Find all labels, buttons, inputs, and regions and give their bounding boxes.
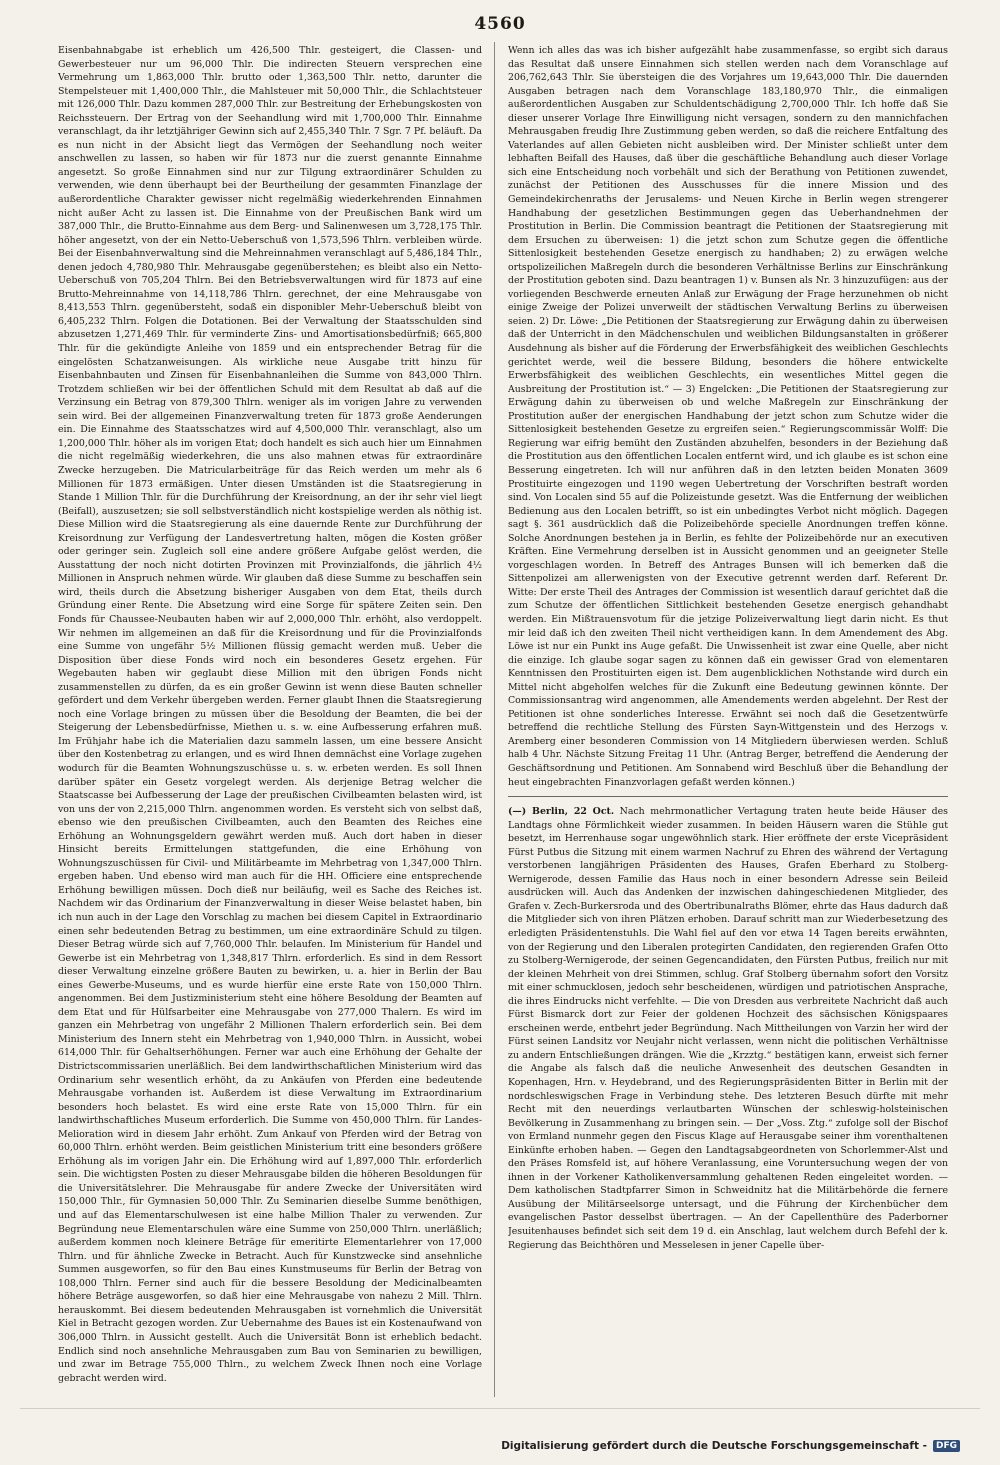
column-divider <box>494 42 495 1397</box>
left-column <box>58 44 482 1396</box>
parliament-report-text: Wenn ich alles das was ich bisher aufgezählt habe zusammenfasse, so ergibt sich daraus das Resultat daß unsere Einnahmen sich stellen werden nach dem Voranschlage auf 206,762,643 Thlr. Sie übersteigen die des Vorjahres um 19,643,000 Thlr. Die dauernden Ausgaben betragen nach dem Voranschlage 183,180,970 Thlr., die einmaligen außerordentlichen Ausgaben zur Schuldentschädigung 2,700,000 Thlr. Ich hoffe daß Sie dieser unserer Vorlage Ihre Einwilligung nicht versagen, sondern zu den mannichfachen Mehrausgaben freudig Ihre Zustimmung geben werden, so daß die reichere Entfaltung des Vaterlandes auf allen Gebieten nicht ausbleiben wird. Der Minister schließt unter dem lebhaften Beifall des Hauses, daß über die geschäftliche Behandlung auch dieser Vorlage sich eine Entscheidung noch vorbehält und sich der Berathung von Petitionen zuwendet, zunächst der Petitionen des Ausschusses für die innere Mission und des Gemeindekirchenraths der Jerusalems- und Neuen Kirche in Berlin wegen strengerer Handhabung der gesetzlichen Bestimmungen gegen das Ueberhandnehmen der Prostitution in Berlin. Die Commission beantragt die Petitionen der Staatsregierung mit dem Ersuchen zu überweisen: 1) die jetzt schon zum Schutze gegen die öffentliche Sittenlosigkeit bestehenden Gesetze energisch zu handhaben; 2) zu erwägen welche ortspolizeilichen Maßregeln durch die besonderen Verhältnisse Berlins zur Einschränkung der Prostitution geboten sind. Dazu beantragen 1) v. Bunsen als Nr. 3 hinzuzufügen: aus der vorliegenden Beschwerde erneuten Anlaß zur Erwägung der Frage herzunehmen ob nicht einige Zweige der Polizei unverweilt der städtischen Verwaltung Berlins zu überweisen seien. 2) Dr. Löwe: „Die Petitionen der Staatsregierung zur Erwägung dahin zu überweisen daß der Unterricht in den Mädchenschulen und weiblichen Bildungsanstalten in größerer Ausdehnung als bisher auf die Förderung der Erwerbsfähigkeit des weiblichen Geschlechts gerichtet werde, weil die bessere Bildung, besonders die höhere entwickelte Erwerbsfähigkeit des weiblichen Geschlechts, ein wesentliches Mittel gegen die Ausbreitung der Prostitution ist.“ — 3) Engelcken: „Die Petitionen der Staatsregierung zur Erwägung dahin zu überweisen ob und welche Maßregeln zur Einschränkung der Prostitution außer der energischen Handhabung der jetzt schon zum Schutze wider die Sittenlosigkeit bestehenden Gesetze zu ergreifen seien.“ Regierungscommissär Wolff: Die Regierung war eifrig bemüht den Zuständen abzuhelfen, besonders in der Beziehung daß die Prostitution aus den öffentlichen Localen entfernt wird, und ich glaube es ist schon eine Besserung eingetreten. Ich will nur anführen daß in den letzten beiden Monaten 3609 Prostituirte eingezogen und 1190 wegen Uebertretung der Vorschriften bestraft worden sind. Von Localen sind 55 auf die Polizeistunde gesetzt. Was die Entfernung der weiblichen Bedienung aus den Localen betrifft, so ist ein unbedingtes Verbot nicht möglich. Dagegen sagt §. 361 ausdrücklich daß die Polizeibehörde specielle Anordnungen treffen könne. Solche Anordnungen bestehen ja in Berlin, es fehlte der Polizeibehörde nur an executiven Kräften. Eine Vermehrung derselben ist in Aussicht genommen und an geeigneter Stelle vorgeschlagen worden. In Betreff des Antrages Bunsen will ich bemerken daß die Sittenpolizei am allerwenigsten von der Executive getrennt werden darf. Referent Dr. Witte: Der erste Theil des Antrages der Commission ist wesentlich darauf gerichtet daß die zum Schutze der öffentlichen Sittlichkeit bestehenden Gesetze energisch gehandhabt werden. Ein Mißtrauensvotum für die jetzige Polizeiverwaltung liegt darin nicht. Es thut mir leid daß ich den zweiten Theil nicht vertheidigen kann. In dem Amendement des Abg. Löwe ist nur ein Punkt ins Auge gefaßt. Die Unwissenheit ist zwar eine Quelle, aber nicht die einzige. Ich glaube sogar sagen zu können daß ein gewisser Grad von elementaren Kenntnissen den Prostituirten eigen ist. Dem augenblicklichen Nothstande wird durch ein Mittel nicht abgeholfen welches für die Zukunft eine Bedeutung gewinnen könnte. Der Commissionsantrag wird angenommen, alle Amendements werden abgelehnt. Der Rest der Petitionen ist ohne sonderliches Interesse. Erwähnt sei noch daß die Gesetzentwürfe betreffend die rechtliche Stellung des Fürsten Sayn-Wittgenstein und des Herzogs v. Aremberg einer besonderen Commission von 14 Mitgliedern überwiesen werden. Schluß halb 4 Uhr. Nächste Sitzung Freitag 11 Uhr. (Antrag Berger, betreffend die Aenderung der Geschäftsordnung und Petitionen. Am Sonnabend wird Beschluß über die Behandlung der heut eingebrachten Finanzvorlagen gefaßt werden können.) <box>508 45 948 788</box>
article-dateline: (—) Berlin, 22 Oct. <box>508 806 615 818</box>
footer <box>501 1440 960 1452</box>
page-number: 4560 <box>474 14 526 34</box>
left-column-text: Eisenbahnabgabe ist erheblich um 426,500 Thlr. gesteigert, die Classen- und Gewerbesteuer nur um 96,000 Thlr. Die indirecten Steuern versprechen eine Vermehrung um 1,863,000 Thlr. brutto oder 1,363,500 Thlr. netto, darunter die Stempelsteuer mit 1,400,000 Thlr., die Mahlsteuer mit 50,000 Thlr., die Schlachtsteuer mit 126,000 Thlr. Dazu kommen 287,000 Thlr. zur Bestreitung der Erhebungskosten von Reichssteuern. Der Ertrag von der Seehandlung wird mit 1,700,000 Thlr. Einnahme veranschlagt, da ihr letztjähriger Gewinn sich auf 2,455,340 Thlr. 7 Sgr. 7 Pf. beläuft. Da es nun nicht in der Absicht liegt das Vermögen der Seehandlung noch weiter anschwellen zu lassen, so haben wir für 1873 nur die zuerst genannte Einnahme angesetzt. So große Einnahmen sind nur zur Tilgung extraordinärer Schulden zu verwenden, wie denn überhaupt bei der Beurtheilung der gesammten Finanzlage der außerordentliche Charakter gewisser nicht regelmäßig wiederkehrenden Einnahmen nicht außer Acht zu lassen ist. Die Einnahme von der Preußischen Bank wird um 387,000 Thlr., die Brutto-Einnahme aus dem Berg- und Salinenwesen um 3,728,175 Thlr. höher angesetzt, von der ein Netto-Ueberschuß von 1,573,596 Thlrn. verbleiben würde. Bei der Eisenbahnverwaltung sind die Mehreinnahmen veranschlagt auf 5,486,184 Thlr., denen jedoch 4,780,980 Thlr. Mehrausgabe gegenüberstehen; es bleibt also ein Netto-Ueberschuß von 705,204 Thlrn. Bei den Betriebsverwaltungen wird für 1873 auf eine Brutto-Mehreinnahme von 14,118,786 Thlrn. gerechnet, der eine Mehrausgabe von 8,413,553 Thlrn. gegenübersteht, sodaß ein disponibler Mehr-Ueberschuß bleibt von 6,405,232 Thlrn. Folgen die Dotationen. Bei der Verwaltung der Staatsschulden sind abzusetzen 1,271,469 Thlr. für verminderte Zins- und Amortisationsbedürfniß; 665,800 Thlr. für die gekündigte Anleihe von 1859 und ein entsprechender Betrag für die eingelösten Schatzanweisungen. Als wirkliche neue Ausgabe tritt hinzu für Eisenbahnbauten und Zinsen für Eisenbahnanleihen die Summe von 843,000 Thlrn. Trotzdem schließen wir bei der öffentlichen Schuld mit dem Resultat ab daß auf die Verzinsung ein Betrag von 879,300 Thlrn. weniger als im vorigen Jahre zu verwenden sein wird. Bei der allgemeinen Finanzverwaltung treten für 1873 große Aenderungen ein. Die Einnahme des Staatsschatzes wird auf 4,500,000 Thlr. veranschlagt, also um 1,200,000 Thlr. höher als im vorigen Etat; doch handelt es sich auch hier um Einnahmen die nicht regelmäßig wiederkehren, die uns also mahnen etwas für extraordinäre Zwecke herzugeben. Die Matricularbeiträge für das Reich werden um mehr als 6 Millionen für 1873 ermäßigen. Unter diesen Umständen ist die Staatsregierung in Stande 1 Million Thlr. für die Durchführung der Kreisordnung, an der ihr sehr viel liegt (Beifall), auszusetzen; sie soll selbstverständlich nicht kostspielige werden als nöthig ist. Diese Million wird die Staatsregierung als eine dauernde Rente zur Durchführung der Kreisordnung zur Verfügung der Landesvertretung halten, mögen die Kosten größer oder geringer sein. Zugleich soll eine andere größere Aufgabe gelöst werden, die Ausstattung der noch nicht dotirten Provinzen mit Provinzialfonds, die jährlich 4½ Millionen in Anspruch nehmen würde. Wir glauben daß diese Summe zu beschaffen sein wird, theils durch die Absetzung bisheriger Ausgaben von dem Etat, theils durch Gründung einer Rente. Die Absetzung wird eine Sorge für spätere Zeiten sein. Den Fonds für Chaussee-Neubauten haben wir auf 2,000,000 Thlr. erhöht, also verdoppelt. Wir nehmen im allgemeinen an daß für die Kreisordnung und für die Provinzialfonds eine Summe von ungefähr 5½ Millionen flüssig gemacht werden muß. Ueber die Disposition über diese Fonds wird noch ein besonderes Gesetz ergehen. Für Wegebauten haben wir geglaubt diese Million mit den übrigen Fonds nicht zusammenstellen zu dürfen, da es ein großer Gewinn ist wenn diese Bauten schneller gefördert und dem Verkehr übergeben werden. Ferner glaubt Ihnen die Staatsregierung noch eine Vorlage bringen zu müssen über die Besoldung der Beamten, die bei der Steigerung der Lebensbedürfnisse, Miethen u. s. w. eine Aufbesserung erfahren muß. Im Frühjahr habe ich die Materialien dazu sammeln lassen, um eine bessere Ansicht über den Kostenbetrag zu erlangen, und es wird Ihnen demnächst eine Vorlage zugehen wodurch für die Beamten Wohnungszuschüsse u. s. w. erbeten werden. Es soll Ihnen darüber später ein Gesetz vorgelegt werden. Als derjenige Betrag welcher die Staatscasse bei Aufbesserung der Lage der preußischen Civilbeamten belasten wird, ist von uns der von 2,215,000 Thlrn. angenommen worden. Es versteht sich von selbst daß, ebenso wie den preußischen Civilbeamten, auch den Beamten des Reiches eine Erhöhung an Wohnungsgeldern gewährt werden muß. Auch dort haben in dieser Hinsicht bereits Ermittelungen stattgefunden, die eine Erhöhung von Wohnungszuschüssen für Civil- und Militärbeamte im Mehrbetrag von 1,347,000 Thlrn. ergeben haben. Und ebenso wird man auch für die HH. Officiere eine entsprechende Erhöhung bewilligen müssen. Doch dieß nur beiläufig, weil es Sache des Reiches ist. Nachdem wir das Ordinarium der Finanzverwaltung in dieser Weise belastet haben, bin ich nun auch in der Lage den Vorschlag zu machen bei diesem Capitel in Extraordinario einen sehr bedeutenden Betrag zu bestimmen, um eine extraordinäre Schuld zu tilgen. Dieser Betrag würde sich auf 7,760,000 Thlr. belaufen. Im Ministerium für Handel und Gewerbe ist ein Mehrbetrag von 1,348,817 Thlrn. erforderlich. Es sind in dem Ressort dieser Verwaltung einzelne größere Bauten zu bewirken, u. a. hier in Berlin der Bau eines Gewerbe-Museums, und es wurde hierfür eine erste Rate von 150,000 Thlrn. angenommen. Bei dem Justizministerium steht eine höhere Besoldung der Beamten auf dem Etat und für Hülfsarbeiter eine Mehrausgabe von 277,000 Thalern. Es wird im ganzen ein Mehrbetrag von ungefähr 2 Millionen Thalern erforderlich sein. Bei dem Ministerium des Innern steht ein Mehrbetrag von 1,940,000 Thlrn. in Aussicht, wobei 614,000 Thlr. für Gehaltserhöhungen. Ferner war auch eine Erhöhung der Gehalte der Districtscommissarien unerläßlich. Bei dem landwirthschaftlichen Ministerium wird das Ordinarium sehr wesentlich erhöht, da zu Ankäufen von Pferden eine bedeutende Mehrausgabe vorhanden ist. Außerdem ist diese Verwaltung im Extraordinarium besonders hoch belastet. Es wird eine erste Rate von 15,000 Thlrn. für ein landwirthschaftliches Museum erforderlich. Die Summe von 450,000 Thlrn. für Landes-Melioration wird in diesem Jahr erhöht. Zum Ankauf von Pferden wird der Betrag von 60,000 Thlrn. erhöht werden. Beim geistlichen Ministerium tritt eine besonders größere Erhöhung als im vorigen Jahr ein. Die Erhöhung wird auf 1,897,000 Thlr. erforderlich sein. Die wichtigsten Posten zu dieser Mehrausgabe bilden die höheren Besoldungen für die Universitätslehrer. Die Mehrausgabe für andere Zwecke der Universitäten wird 150,000 Thlr., für Gymnasien 50,000 Thlr. Zu Seminarien dieselbe Summe benöthigen, und auf das Elementarschulwesen ist eine halbe Million Thaler zu verwenden. Zur Begründung neue Elementarschulen wäre eine Summe von 250,000 Thlrn. unerläßlich; außerdem kommen noch kleinere Beträge für emeritirte Elementarlehrer von 17,000 Thlrn. und für ähnliche Zwecke in Betracht. Auch für Kunstzwecke sind ansehnliche Summen ausgeworfen, so für den Bau eines Kunstmuseums für Berlin der Betrag von 108,000 Thlrn. Ferner sind auch für die bessere Besoldung der Medicinalbeamten höhere Beträge ausgeworfen, so daß hier eine Mehrausgabe von nahezu 2 Mill. Thlrn. herauskommt. Bei diesem bedeutenden Mehrausgaben ist vornehmlich die Universität Kiel in Betracht gezogen worden. Zur Uebernahme des Baues ist ein Kostenaufwand von 306,000 Thlrn. in Aussicht gestellt. Auch die Universität Bonn ist erheblich bedacht. Endlich sind noch ansehnliche Mehrausgaben zum Bau von Seminarien zu bewilligen, und zwar im Betrage 755,000 Thlrn., zu welchem Zweck Ihnen noch eine Vorlage gebracht werden wird. <box>58 45 482 1384</box>
footer-divider <box>20 1408 980 1409</box>
funding-note: Digitalisierung gefördert durch die Deutsche Forschungsgemeinschaft - <box>501 1440 927 1452</box>
berlin-article-text: Nach mehrmonatlicher Vertagung traten heute beide Häuser des Landtags ohne Förmlichkeit wieder zusammen. In beiden Häusern waren die Stühle gut besetzt, im Herrenhause sogar ungewöhnlich stark. Hier eröffnete der erste Vicepräsident Fürst Putbus die Sitzung mit einem warmen Nachruf zu Ehren des während der Vertagung verstorbenen langjährigen Präsidenten des Hauses, Grafen Eberhard zu Stolberg-Wernigerode, dessen Familie das Haus noch in einer besondern Adresse sein Beileid ausdrücken will. Auch das Andenken der inzwischen dahingeschiedenen Mitglieder, des Grafen v. Zech-Burkersroda und des Obertribunalraths Blömer, ehrte das Haus dadurch daß die Mitglieder sich von ihren Plätzen erhoben. Darauf schritt man zur Wiederbesetzung des erledigten Präsidentenstuhls. Die Wahl fiel auf den vor etwa 14 Tagen bereits erwähnten, von der Regierung und den Liberalen protegirten Candidaten, den regierenden Grafen Otto zu Stolberg-Wernigerode, der seinen Gegencandidaten, den Fürsten Putbus, freilich nur mit der kleinen Mehrheit von drei Stimmen, schlug. Graf Stolberg übernahm sofort den Vorsitz mit einer schmucklosen, jedoch sehr bescheidenen, würdigen und patriotischen Ansprache, die ihres Eindrucks nicht verfehlte. — Die von Dresden aus verbreitete Nachricht daß auch Fürst Bismarck dort zur Feier der goldenen Hochzeit des sächsischen Königspaares erscheinen werde, entbehrt jeder Begründung. Nach Mittheilungen von Varzin her wird der Fürst seinen Landsitz vor Neujahr nicht verlassen, wenn nicht die politischen Verhältnisse zu andern Entschließungen drängen. Wie die „Krzztg.“ bestätigen kann, erweist sich ferner die Angabe als falsch daß die neuliche Anwesenheit des deutschen Gesandten in Kopenhagen, Hrn. v. Heydebrand, und des Regierungspräsidenten Bitter in Berlin mit der nordschleswigschen Frage in Verbindung stehe. Des letzteren Besuch dürfte mit mehr Recht mit den neuerdings verlautbarten Wünschen der schleswig-holsteinischen Bevölkerung in Zusammenhang zu bringen sein. — Der „Voss. Ztg.“ zufolge soll der Bischof von Ermland nunmehr gegen den Fiscus Klage auf Herausgabe seiner ihm vorenthaltenen Einkünfte erhoben haben. — Gegen den Landtagsabgeordneten von Schorlemmer-Alst und den Präses Romsfeld ist, auf höhere Veranlassung, eine Voruntersuchung wegen der von ihnen in der Vorkener Katholikenversammlung gehaltenen Reden eingeleitet worden. — Dem katholischen Stadtpfarrer Simon in Schweidnitz hat die Militärbehörde die fernere Ausübung der Militärseelsorge untersagt, und die Führung der Kirchenbücher dem evangelischen Pastor desselbst übertragen. — An der Capellenthüre des Paderborner Jesuitenhauses befindet sich seit dem 19 d. ein Anschlag, laut welchem durch Befehl der k. Regierung das Beichthören und Messelesen in jener Capelle über- <box>508 806 948 1251</box>
berlin-article <box>508 805 948 1252</box>
right-column <box>508 44 948 1396</box>
dfg-logo-icon[interactable]: DFG <box>933 1440 960 1452</box>
section-divider <box>508 796 948 797</box>
